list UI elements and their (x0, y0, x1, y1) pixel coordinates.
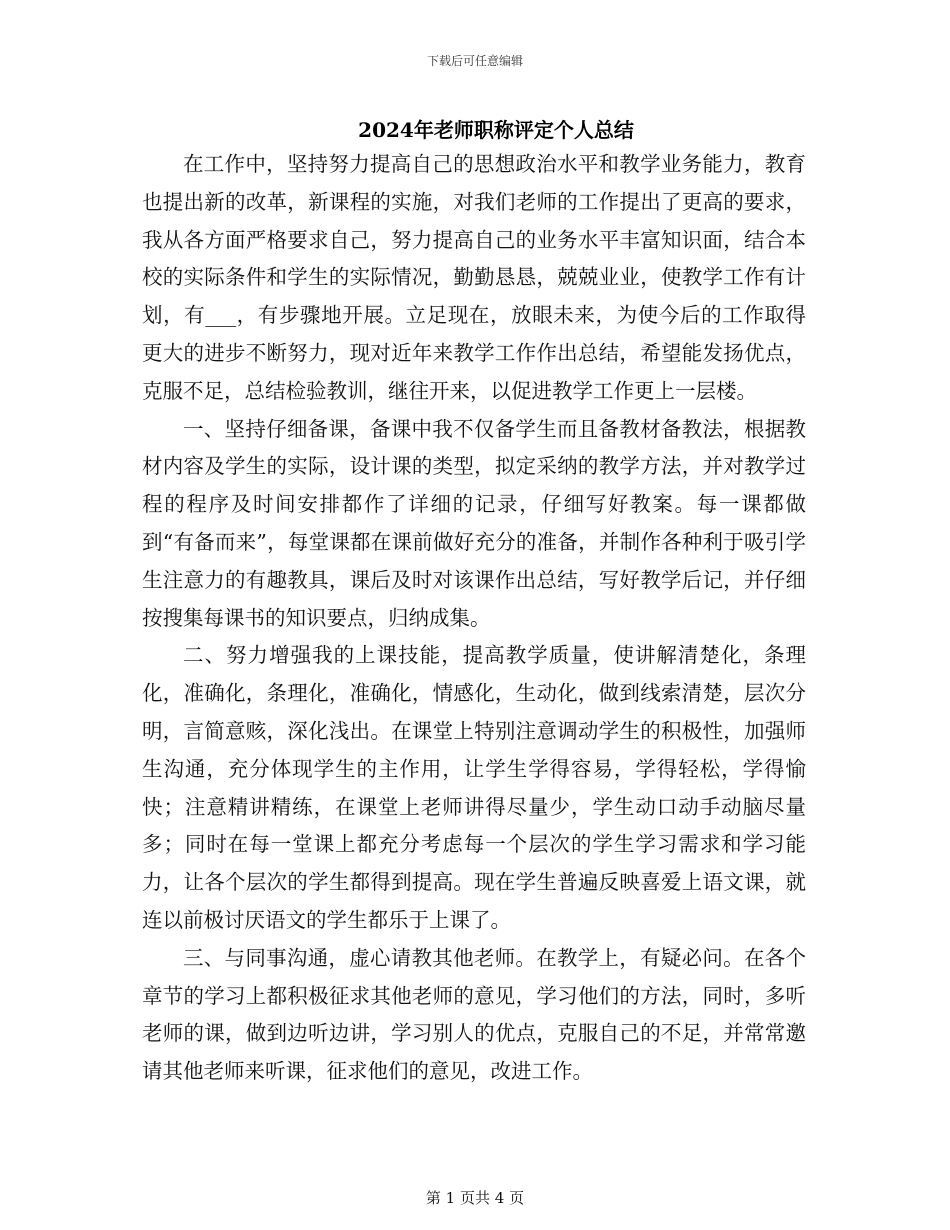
paragraph-section-1: 一、坚持仔细备课，备课中我不仅备学生而且备教材备教法，根据教材内容及学生的实际，设计课的类型，拟定采纳的教学方法，并对教学过程的程序及时间安排都作了详细的记录，仔细写好教案。每一课都做到“有备而来”，每堂课都在课前做好充分的准备，并制作各种利于吸引学生注意力的有趣教具，课后及时对该课作出总结，写好教学后记，并仔细按搜集每课书的知识要点，归纳成集。 (142, 416, 806, 630)
paragraph-section-3: 三、与同事沟通，虚心请教其他老师。在教学上，有疑必问。在各个章节的学习上都积极征求其他老师的意见，学习他们的方法，同时，多听老师的课，做到边听边讲，学习别人的优点，克服自己的不足，并常常邀请其他老师来听课，征求他们的意见，改进工作。 (142, 945, 806, 1084)
paragraph-intro: 在工作中，坚持努力提高自己的思想政治水平和教学业务能力，教育也提出新的改革，新课程的实施，对我们老师的工作提出了更高的要求，我从各方面严格要求自己，努力提高自己的业务水平丰富知识面，结合本校的实际条件和学生的实际情况，勤勤恳恳，兢兢业业，使教学工作有计划，有___，有步骤地开展。立足现在，放眼未来，为使今后的工作取得更大的进步不断努力，现对近年来教学工作作出总结，希望能发扬优点，克服不足，总结检验教训，继往开来，以促进教学工作更上一层楼。 (142, 152, 806, 403)
document-body (142, 146, 806, 1091)
paragraph-section-2: 二、努力增强我的上课技能，提高教学质量，使讲解清楚化，条理化，准确化，条理化，准确化，情感化，生动化，做到线索清楚，层次分明，言简意赅，深化浅出。在课堂上特别注意调动学生的积极性，加强师生沟通，充分体现学生的主作用，让学生学得容易，学得轻松，学得愉快；注意精讲精练，在课堂上老师讲得尽量少，学生动口动手动脑尽量多；同时在每一堂课上都充分考虑每一个层次的学生学习需求和学习能力，让各个层次的学生都得到提高。现在学生普遍反映喜爱上语文课，就连以前极讨厌语文的学生都乐于上课了。 (142, 643, 806, 932)
document-title: 2024年老师职称评定个人总结 (358, 118, 634, 142)
page-number: 第 1 页共 4 页 (425, 1189, 525, 1207)
page-header-note: 下载后可任意编辑 (426, 54, 523, 68)
